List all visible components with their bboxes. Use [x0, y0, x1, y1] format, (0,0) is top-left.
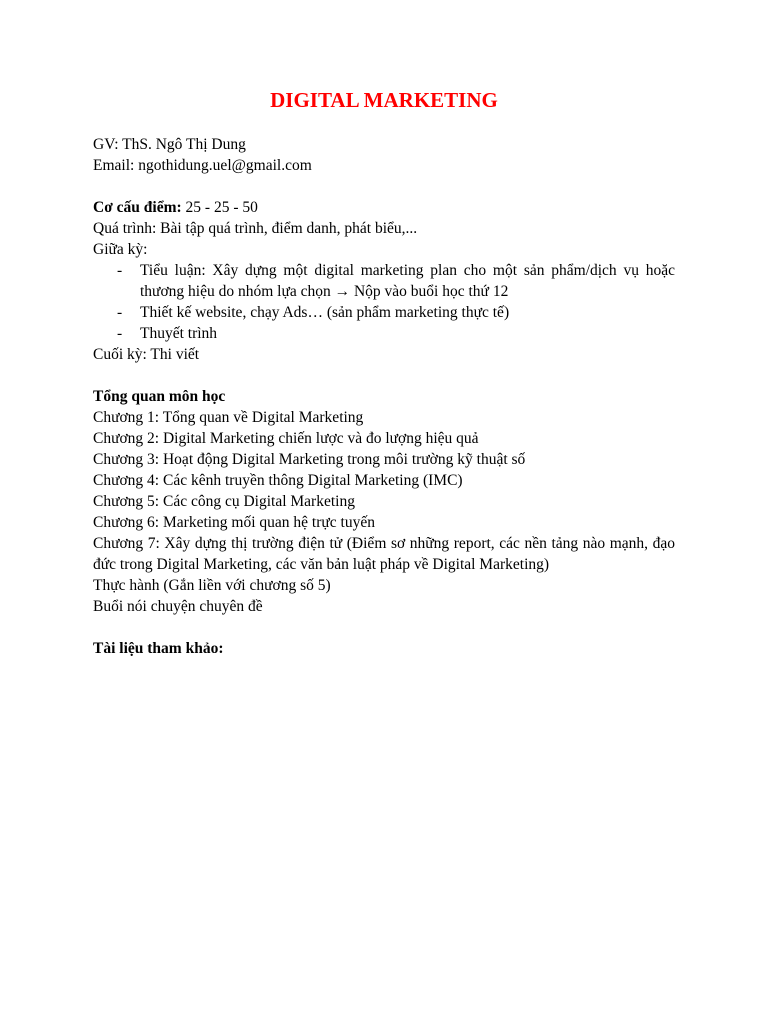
midterm-item-website: - Thiết kế website, chạy Ads… (sản phẩm marketing thực tế): [93, 302, 675, 323]
overview-heading: Tổng quan môn học: [93, 388, 226, 405]
midterm-item-essay: - Tiểu luận: Xây dựng một digital marketing plan cho một sản phẩm/dịch vụ hoặc thương hiệu do nhóm lựa chọn → Nộp vào buổi học thứ 12: [93, 260, 675, 302]
midterm-line: Giữa kỳ:: [93, 241, 148, 258]
spacer: [93, 365, 675, 386]
final-exam-line: Cuối kỳ: Thi viết: [93, 346, 200, 363]
spacer: [93, 617, 675, 638]
grading-value: 25 - 25 - 50: [181, 199, 258, 216]
chapter-item: Chương 6: Marketing mối quan hệ trực tuyến: [93, 514, 375, 531]
chapter-item: Chương 4: Các kênh truyền thông Digital Marketing (IMC): [93, 472, 463, 489]
chapter-item: Chương 7: Xây dựng thị trường điện tử (Điểm sơ những report, các nền tảng nào mạnh, đạo đức trong Digital Marketing, các văn bản luật pháp về Digital Marketing): [93, 535, 675, 573]
references-heading: Tài liệu tham khảo:: [93, 640, 224, 657]
lecturer-line: GV: ThS. Ngô Thị Dung: [93, 136, 246, 153]
grading-label: Cơ cấu điểm:: [93, 199, 182, 216]
practice-line: Thực hành (Gắn liền với chương số 5): [93, 577, 331, 594]
grading-line: [93, 197, 675, 218]
talk-line: Buổi nói chuyện chuyên đề: [93, 598, 263, 615]
midterm-list: [93, 260, 675, 344]
chapter-item: Chương 3: Hoạt động Digital Marketing trong môi trường kỹ thuật số: [93, 451, 526, 468]
document-title: DIGITAL MARKETING: [270, 88, 498, 112]
chapter-item: Chương 2: Digital Marketing chiến lược và đo lượng hiệu quả: [93, 430, 479, 447]
spacer: [93, 176, 675, 197]
chapter-item: Chương 1: Tổng quan về Digital Marketing: [93, 409, 364, 426]
document-body: [93, 86, 675, 659]
process-line: Quá trình: Bài tập quá trình, điểm danh, phát biểu,...: [93, 220, 418, 237]
midterm-item-presentation: - Thuyết trình: [93, 323, 675, 344]
email-line: Email: ngothidung.uel@gmail.com: [93, 157, 312, 174]
chapter-item: Chương 5: Các công cụ Digital Marketing: [93, 493, 355, 510]
